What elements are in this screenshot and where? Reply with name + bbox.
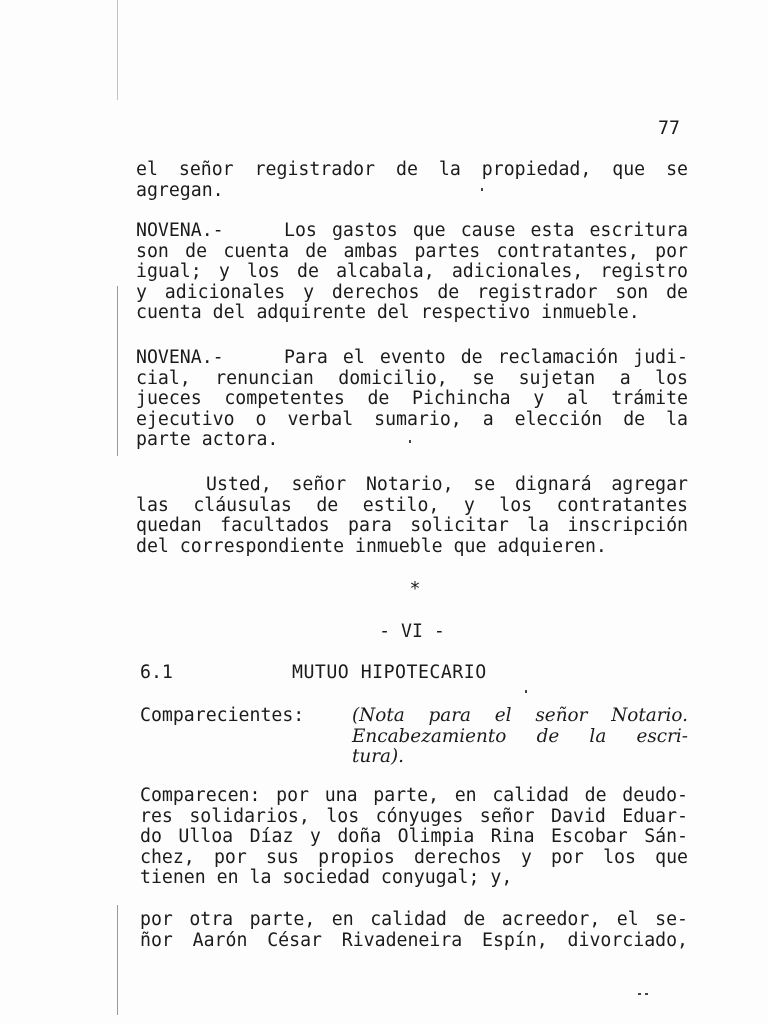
text-line: el señor registrador de la propiedad, que se (136, 159, 688, 180)
text-line: tienen en la sociedad conyugal; y, (140, 867, 513, 889)
text-line: NOVENA.- Los gastos que cause esta escritura (136, 220, 688, 241)
text-line: Usted, señor Notario, se dignará agregar (206, 474, 688, 495)
asterisk-separator: * (409, 579, 421, 600)
text-line: cial, renuncian domicilio, se sujetan a los (136, 367, 688, 389)
notary-note (352, 706, 688, 768)
text-line: parte actora. (136, 429, 279, 451)
margin-rule (117, 0, 118, 100)
paragraph-gastos (136, 221, 688, 324)
comparecientes-label: Comparecientes: (140, 705, 305, 726)
note-line: (Nota para el señor Notario. (352, 705, 688, 726)
note-line: tura). (352, 746, 405, 768)
text-line: por otra parte, en calidad de acreedor, el se- (140, 909, 688, 930)
text-line: son de cuenta de ambas partes contratantes, por (136, 240, 688, 262)
text-line: do Ulloa Díaz y doña Olimpia Rina Escobar Sán- (140, 826, 688, 848)
margin-rule (117, 905, 118, 1015)
text-line: NOVENA.- Para el evento de reclamación judi- (136, 347, 688, 368)
text-line: quedan facultados para solicitar la inscripción (136, 515, 688, 537)
text-line: ñor Aarón César Rivadeneira Espín, divorciado, (140, 929, 688, 951)
speck (481, 188, 483, 191)
paragraph-registrador (136, 160, 688, 201)
paragraph-comparecen (140, 786, 688, 889)
text-line: del correspondiente inmueble que adquieren. (136, 535, 607, 557)
text-line: las cláusulas de estilo, y los contratantes (136, 494, 688, 516)
note-line: Encabezamiento de la escri- (352, 725, 688, 747)
text-line: Comparecen: por una parte, en calidad de deudo- (140, 785, 688, 806)
text-line: jueces competentes de Pichincha y al trámite (136, 388, 688, 410)
section-number: 6.1 (140, 662, 173, 683)
section-title: MUTUO HIPOTECARIO (292, 662, 487, 683)
text-line: res solidarios, los cónyuges señor David Eduar- (140, 805, 688, 827)
paragraph-notario (136, 475, 688, 557)
text-line: ejecutivo o verbal sumario, a elección de la (136, 408, 688, 430)
text-line: chez, por sus propios derechos y por los que (140, 846, 688, 868)
speck (409, 440, 411, 443)
text-line: y adicionales y derechos de registrador son de (136, 281, 688, 303)
speck (638, 993, 641, 995)
margin-rule (117, 286, 118, 456)
text-line: igual; y los de alcabala, adicionales, registro (136, 261, 688, 283)
text-line: agregan. (136, 179, 224, 201)
page-number: 77 (658, 118, 680, 139)
text-line: cuenta del adquirente del respectivo inmueble. (136, 302, 640, 324)
paragraph-acreedor (140, 910, 688, 951)
paragraph-reclamacion (136, 348, 688, 451)
speck (525, 690, 527, 693)
speck (645, 993, 648, 995)
section-marker: - VI - (379, 621, 445, 642)
